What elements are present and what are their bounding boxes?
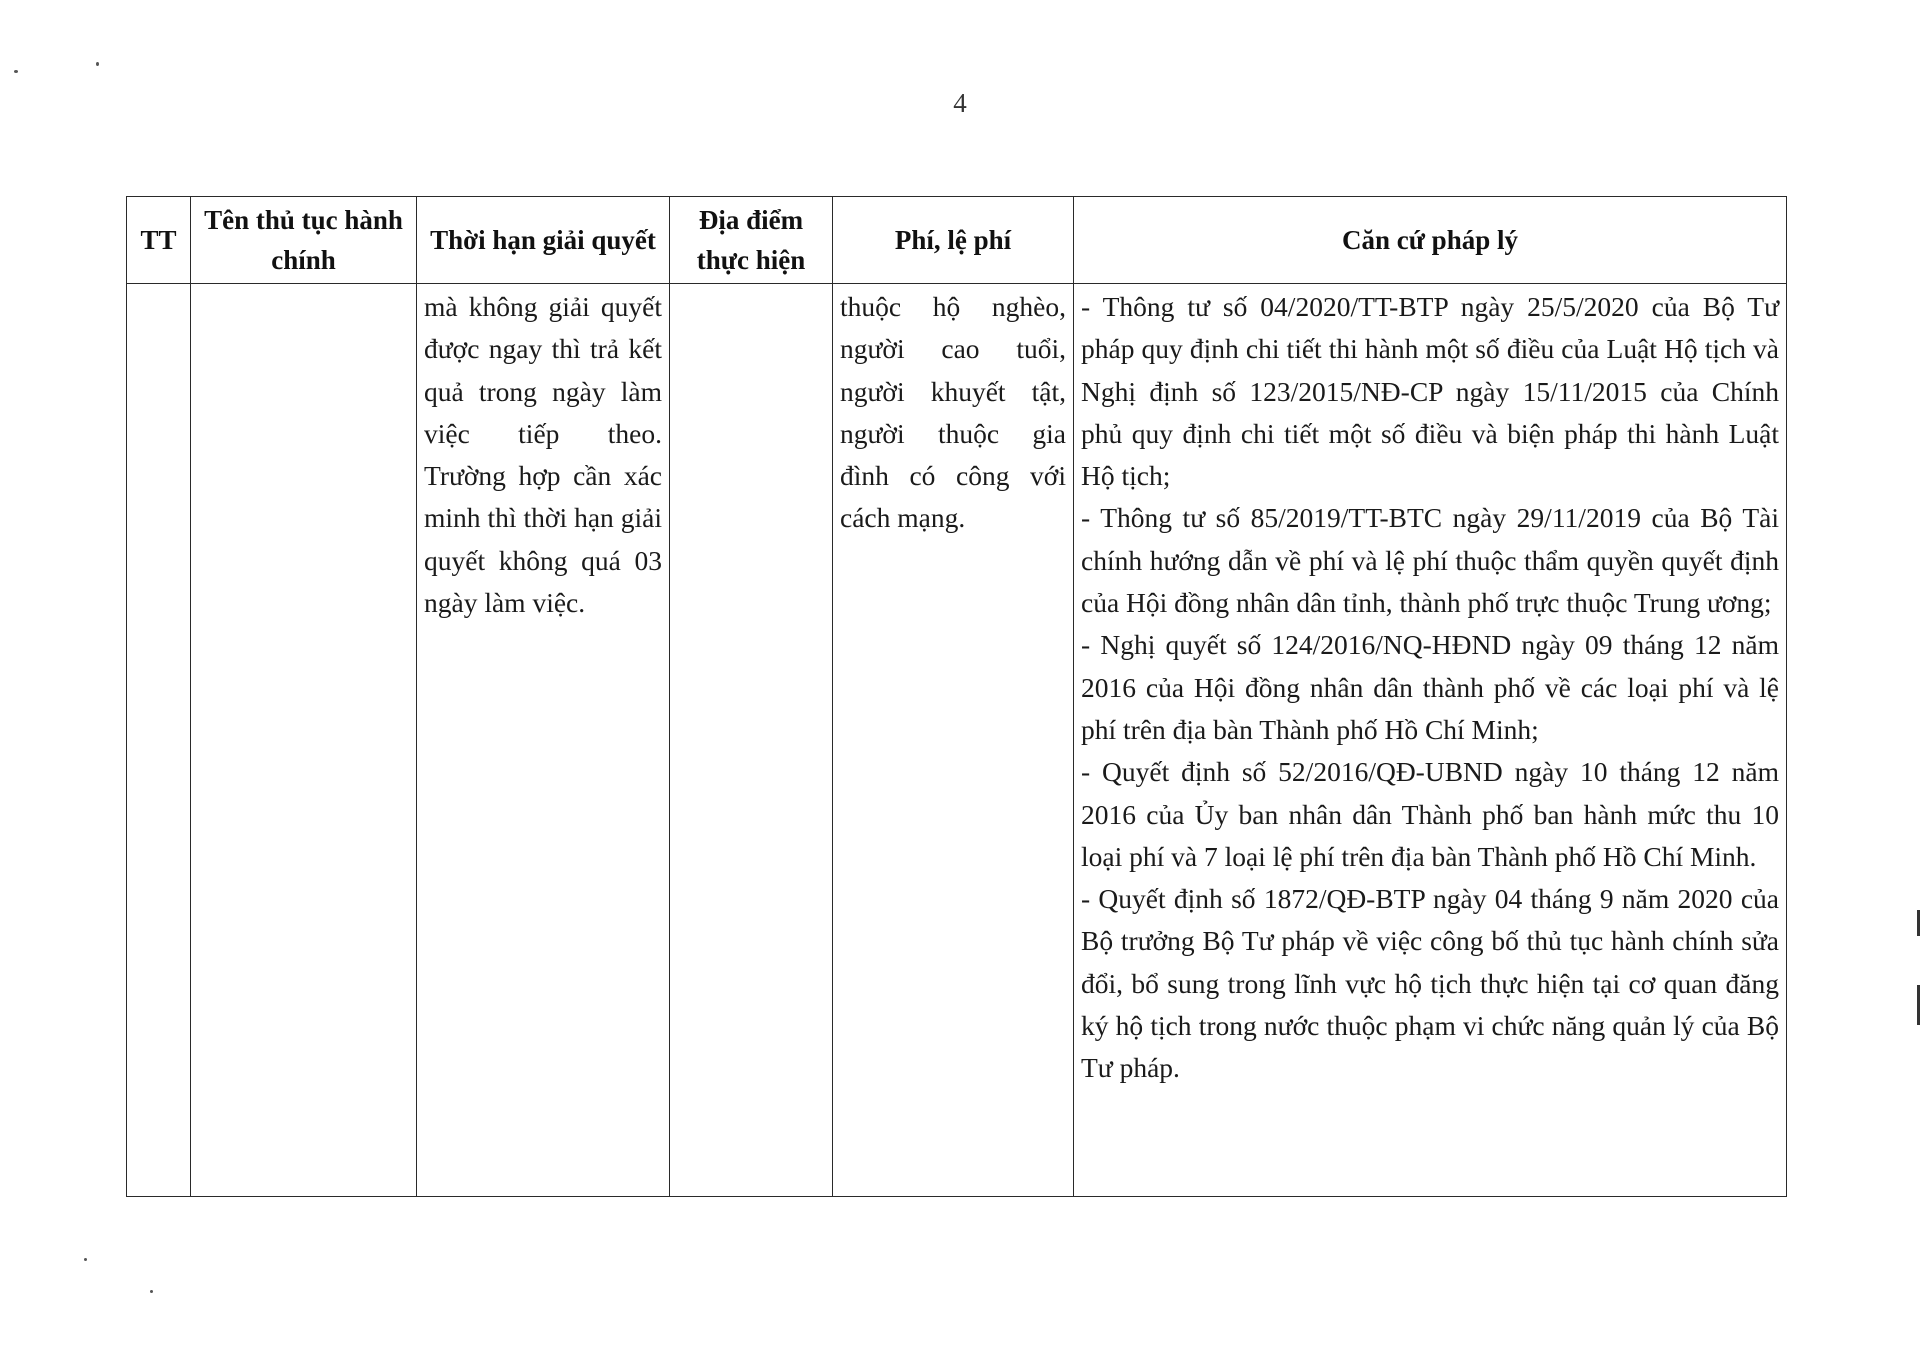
legal-reference: - Thông tư số 85/2019/TT-BTC ngày 29/11/2019 của Bộ Tài chính hướng dẫn về phí và lệ phí thuộc thẩm quyền quyết định của Hội đồng nhân dân tỉnh, thành phố trực thuộc Trung ương; <box>1081 502 1779 619</box>
table-row <box>127 284 1787 1197</box>
cell-processing-time: mà không giải quyết được ngay thì trả kết quả trong ngày làm việc tiếp theo. Trường hợp cần xác minh thì thời hạn giải quyết không quá 03 ngày làm việc. <box>417 284 670 1197</box>
header-fees: Phí, lệ phí <box>833 197 1074 284</box>
scan-speck <box>150 1290 153 1293</box>
procedure-table <box>126 196 1787 1197</box>
scan-speck <box>14 70 18 73</box>
procedure-table-container <box>126 196 1786 1197</box>
cell-tt <box>127 284 191 1197</box>
legal-reference: - Thông tư số 04/2020/TT-BTP ngày 25/5/2020 của Bộ Tư pháp quy định chi tiết thi hành một số điều của Luật Hộ tịch và Nghị định số 123/2015/NĐ-CP ngày 15/11/2015 của Chính phủ quy định chi tiết một số điều và biện pháp thi hành Luật Hộ tịch; <box>1081 291 1779 492</box>
table-header-row <box>127 197 1787 284</box>
legal-reference: - Quyết định số 1872/QĐ-BTP ngày 04 tháng 9 năm 2020 của Bộ trưởng Bộ Tư pháp về việc công bố thủ tục hành chính sửa đổi, bổ sung trong lĩnh vực hộ tịch thực hiện tại cơ quan đăng ký hộ tịch trong nước thuộc phạm vi chức năng quản lý của Bộ Tư pháp. <box>1081 883 1779 1084</box>
legal-reference: - Quyết định số 52/2016/QĐ-UBND ngày 10 tháng 12 năm 2016 của Ủy ban nhân dân Thành phố ban hành mức thu 10 loại phí và 7 loại lệ phí trên địa bàn Thành phố Hồ Chí Minh. <box>1081 756 1779 872</box>
page-number: 4 <box>953 88 967 118</box>
legal-reference: - Nghị quyết số 124/2016/NQ-HĐND ngày 09 tháng 12 năm 2016 của Hội đồng nhân dân thành phố về các loại phí và lệ phí trên địa bàn Thành phố Hồ Chí Minh; <box>1081 629 1779 745</box>
header-location: Địa điểm thực hiện <box>670 197 833 284</box>
cell-fees: thuộc hộ nghèo, người cao tuổi, người khuyết tật, người thuộc gia đình có công với cách mạng. <box>833 284 1074 1197</box>
header-processing-time: Thời hạn giải quyết <box>417 197 670 284</box>
cell-location <box>670 284 833 1197</box>
header-tt: TT <box>127 197 191 284</box>
header-procedure-name: Tên thủ tục hành chính <box>191 197 417 284</box>
scan-speck <box>84 1258 87 1261</box>
scan-speck <box>96 62 99 66</box>
header-legal-basis: Căn cứ pháp lý <box>1074 197 1787 284</box>
cell-legal-basis <box>1074 284 1787 1197</box>
cell-procedure-name <box>191 284 417 1197</box>
